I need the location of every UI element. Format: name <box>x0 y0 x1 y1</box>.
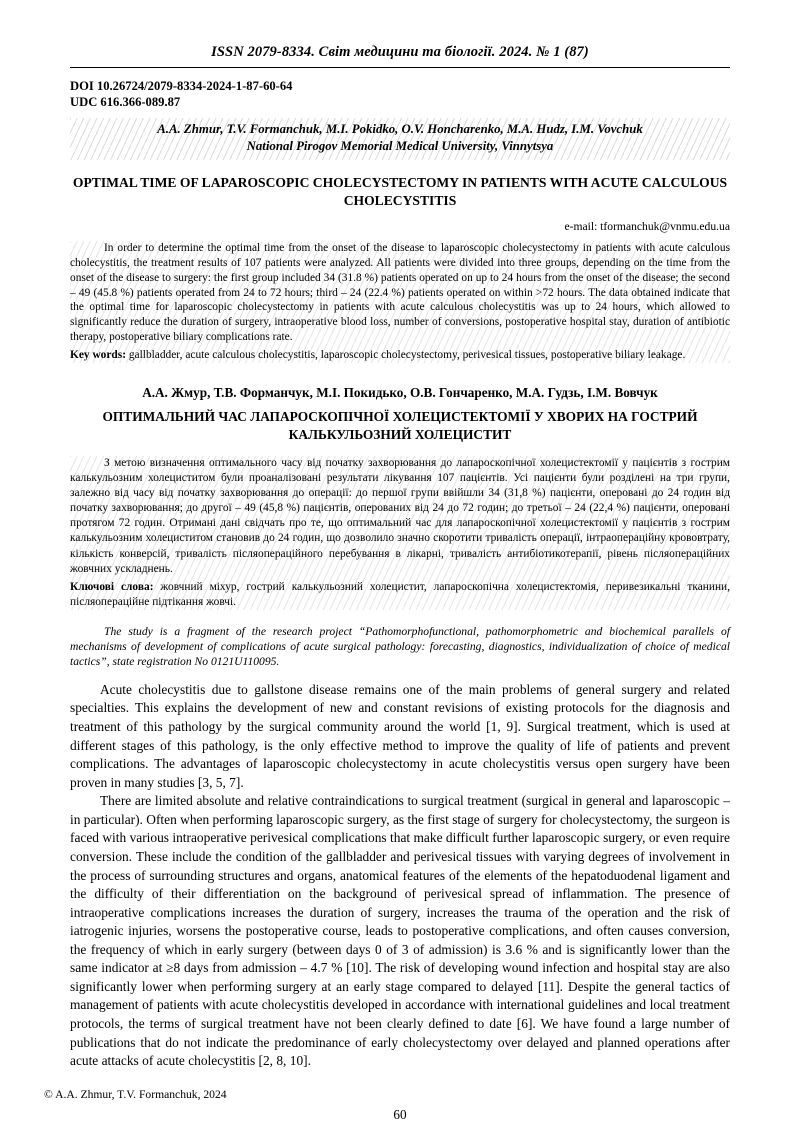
body-paragraph: There are limited absolute and relative contraindications to surgical treatment (surgical in general and laparoscopic – in particular). Often when performing laparoscopic surgery, as the first stage of surgery for cholecystectomy, the surgeon is faced with various intraoperative perivesical complications that make difficult further laparoscopic surgery, or even require conversion. These include the condition of the gallbladder and perivesical tissues with varying degrees of involvement in the process of surrounding structures and organs, anatomical features of the elements of the hepatoduodenal ligament and the difficulty of their differentiation on the background of perivesical spread of inflammation. The presence of intraoperative complications increases the duration of surgery, increases the trauma of the operation and the risk of iatrogenic injuries, worsens the postoperative course, leads to postoperative complications, and often causes conversion, the frequency of which in early surgery (between days 0 of 3 of admission) is 3.6 % and is significantly lower than the same indicator at ≥8 days from admission – 4.7 % [10]. The risk of developing wound infection and hospital stay are also significantly lower when performing surgery at an early stage compared to delayed [11]. Despite the general tactics of management of patients with acute cholecystitis developed in accordance with international guidelines and local treatment protocols, the terms of surgical treatment have not been clearly defined to date [6]. We have found a large number of publications that do not indicate the predominance of early cholecystectomy over delayed and planned operations after acute attacks of acute cholecystitis [2, 8, 10]. <box>70 793 730 1069</box>
abstract-en <box>70 241 730 363</box>
abstract-ua <box>70 456 730 609</box>
keywords-ua-text: жовчний міхур, гострий калькульозний холецистит, лапароскопічна холецистектомія, перивезикальні тканини, післяопераційне підтікання жовчі. <box>70 580 730 608</box>
article-title-ua: ОПТИМАЛЬНИЙ ЧАС ЛАПАРОСКОПІЧНОЇ ХОЛЕЦИСТЕКТОМІЇ У ХВОРИХ НА ГОСТРИЙ КАЛЬКУЛЬОЗНИЙ ХОЛЕЦИСТИТ <box>102 408 698 442</box>
page-number: 60 <box>393 1107 407 1122</box>
authors-line-en: A.A. Zhmur, T.V. Formanchuk, M.I. Pokidko, O.V. Honcharenko, M.A. Hudz, I.M. Vovchuk <box>157 122 643 137</box>
keywords-en-text: gallbladder, acute calculous cholecystitis, laparoscopic cholecystectomy, perivesical tissues, postoperative biliary leakage. <box>128 348 686 361</box>
keywords-en <box>70 348 730 363</box>
funding-note-text: The study is a fragment of the research project “Pathomorphofunctional, pathomorphometric and biochemical parallels of mechanisms of development of complications of acute surgical pathology: forecasting, diagnostics, individualization of choice of medical tactics”, state registration No 0121U110095. <box>70 624 730 668</box>
header-divider <box>70 67 730 68</box>
corresponding-email[interactable]: e-mail: tformanchuk@vnmu.edu.ua <box>564 220 730 234</box>
doi-line: DOI 10.26724/2079-8334-2024-1-87-60-64 <box>70 79 293 93</box>
authors-line-ua: А.А. Жмур, Т.В. Форманчук, М.І. Покидько, О.В. Гончаренко, М.А. Гудзь, І.М. Вовчук <box>142 384 658 400</box>
keywords-ua <box>70 580 730 610</box>
udc-line: UDC 616.366-089.87 <box>70 95 181 110</box>
identifiers <box>70 78 730 110</box>
article-body <box>70 681 730 1071</box>
keywords-ua-label: Ключові слова: <box>70 580 154 593</box>
body-paragraph: Acute cholecystitis due to gallstone disease remains one of the main problems of general surgery and related specialties. This explains the development of new and constant revisions of existing protocols for the diagnosis and treatment of this pathology by the surgical community around the world [1, 9]. Surgical treatment, which is used at different stages of this pathology, is the only effective method to improve the quality of life of patients and prevent complications. The advantages of laparoscopic cholecystectomy in acute cholecystitis versus open surgery have been proven in many studies [3, 5, 7]. <box>70 681 730 790</box>
journal-running-head: ISSN 2079-8334. Світ медицини та біології. 2024. № 1 (87) <box>211 44 589 60</box>
keywords-en-label: Key words: <box>70 348 126 361</box>
abstract-en-text: In order to determine the optimal time from the onset of the disease to laparoscopic cholecystectomy in patients with acute calculous cholecystitis, the treatment results of 107 patients were analyzed. All patients were divided into three groups, depending on the time from the onset of the disease to surgery: the first group included 34 (31.8 %) patients operated on up to 24 hours from the onset of the disease; the second – 49 (45.8 %) patients operated from 24 to 72 hours; third – 24 (22.4 %) patients operated on within >72 hours. The data obtained indicate that the optimal time for laparoscopic cholecystectomy in patients with acute calculous cholecystitis was up to 24 hours, which allowed to significantly reduce the duration of surgery, intraoperative blood loss, number of conversions, postoperative hospital stay, duration of antibiotic therapy, postoperative biliary complications rate. <box>70 242 730 344</box>
funding-note <box>70 624 730 669</box>
abstract-ua-text: З метою визначення оптимального часу від початку захворювання до лапароскопічної холецистектомії у пацієнтів з гострим калькульозним холециститом були проаналізовані результати лікування 107 пацієнтів. Усі пацієнти були розділені на три групи, залежно від часу від початку захворювання до операції: до першої групи ввійшли 34 (31,8 %) пацієнти, оперовані до 24 годин від початку захворювання; до другої – 49 (45,8 %) пацієнтів, оперованих від 24 до 72 годин; до третьої – 24 (22,4 %) пацієнти, оперовані протягом 72 годин. Отримані дані свідчать про те, що оптимальний час для лапароскопічної холецистектомії у пацієнтів з гострим калькульозним холециститом становив до 24 годин, що дозволило значно скоротити тривалість операції, інтраопераційну крововтрату, кількість конверсій, тривалість післяопераційного перебування в лікарні, тривалість антибіотикотерапії, рівень післяопераційних жовчних ускладнень. <box>70 457 730 575</box>
article-title-en: OPTIMAL TIME OF LAPAROSCOPIC CHOLECYSTECTOMY IN PATIENTS WITH ACUTE CALCULOUS CHOLECYSTITIS <box>72 174 728 208</box>
authors-affiliation-en <box>70 118 730 160</box>
affiliation-line-en: National Pirogov Memorial Medical University, Vinnytsya <box>246 139 554 154</box>
copyright-line: © A.A. Zhmur, T.V. Formanchuk, 2024 <box>44 1088 227 1101</box>
